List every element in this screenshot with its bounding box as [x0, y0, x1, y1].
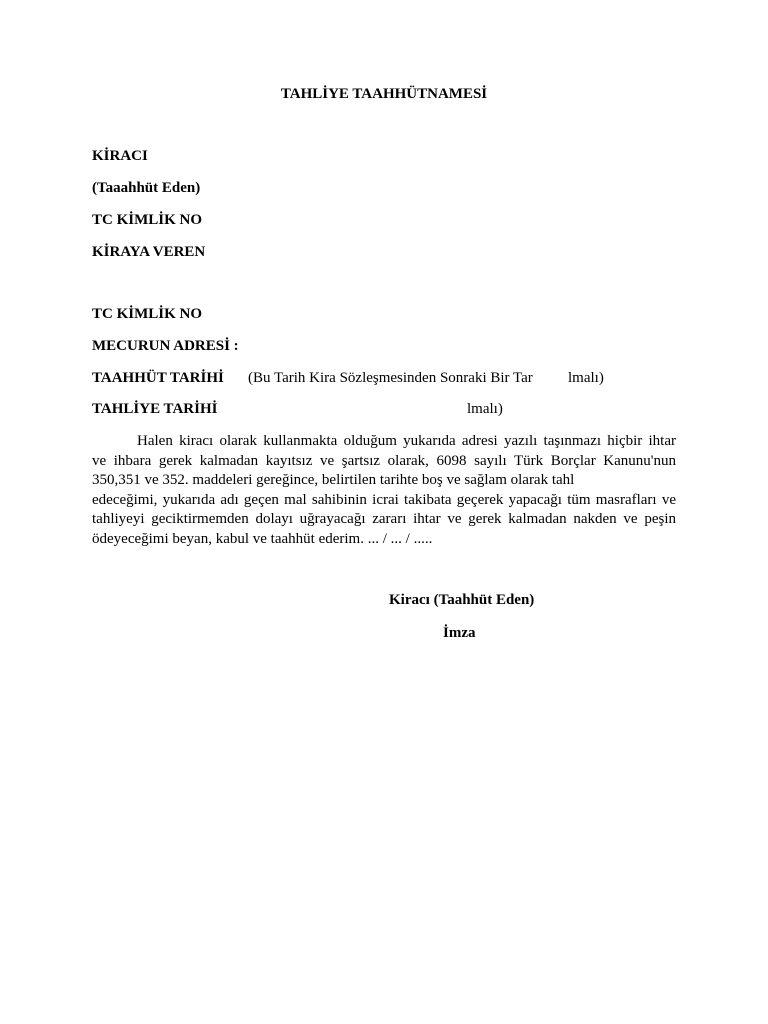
mecurun-adresi-label: MECURUN ADRESİ :: [92, 338, 239, 354]
paragraph-line: Halen kiracı olarak kullanmakta olduğum yukarıda adresi yazılı taşınmazı hiçbir ihtar: [137, 433, 676, 449]
paragraph-line: ödeyeceğimi beyan, kabul ve taahhüt ederim. ... / ... / .....: [92, 530, 433, 547]
paragraph-line: edeceğimi, yukarıda adı geçen mal sahibinin icrai takibata geçerek yapacağı tüm masrafları ve: [92, 491, 676, 508]
taahhut-tarihi-label: TAAHHÜT TARİHİ: [92, 370, 224, 386]
taahhut-eden-label: (Taaahhüt Eden): [92, 180, 201, 196]
commitment-paragraph: [92, 432, 676, 549]
tahliye-tarihi-label: TAHLİYE TARİHİ: [92, 401, 218, 417]
paragraph-line: tahliyeyi geciktirmemden dolayı uğrayacağı zararı ihtar ve gerek kalmadan nakden ve peşin: [92, 511, 676, 527]
paragraph-line: ve ihbara gerek kalmadan kayıtsız ve şartsız olarak, 6098 sayılı Türk Borçlar Kanunu'nun: [92, 452, 676, 469]
signature-party-label: Kiracı (Taahhüt Eden): [389, 592, 535, 608]
signature-imza-label: İmza: [443, 625, 476, 641]
kiraci-label: KİRACI: [92, 148, 148, 164]
tahliye-tarihi-note: lmalı): [467, 401, 503, 417]
kiraya-veren-label: KİRAYA VEREN: [92, 244, 206, 260]
taahhut-tarihi-note: (Bu Tarih Kira Sözleşmesinden Sonraki Bir Tar: [248, 370, 533, 386]
document-title: TAHLİYE TAAHHÜTNAMESİ: [280, 86, 488, 102]
paragraph-line: 350,351 ve 352. maddeleri gereğince, belirtilen tarihte boş ve sağlam olarak tahl: [92, 472, 575, 488]
tc-kimlik-no-label: TC KİMLİK NO: [92, 212, 203, 228]
tc-kimlik-no-label-2: TC KİMLİK NO: [92, 306, 203, 322]
taahhut-tarihi-note-end: lmalı): [568, 370, 604, 386]
